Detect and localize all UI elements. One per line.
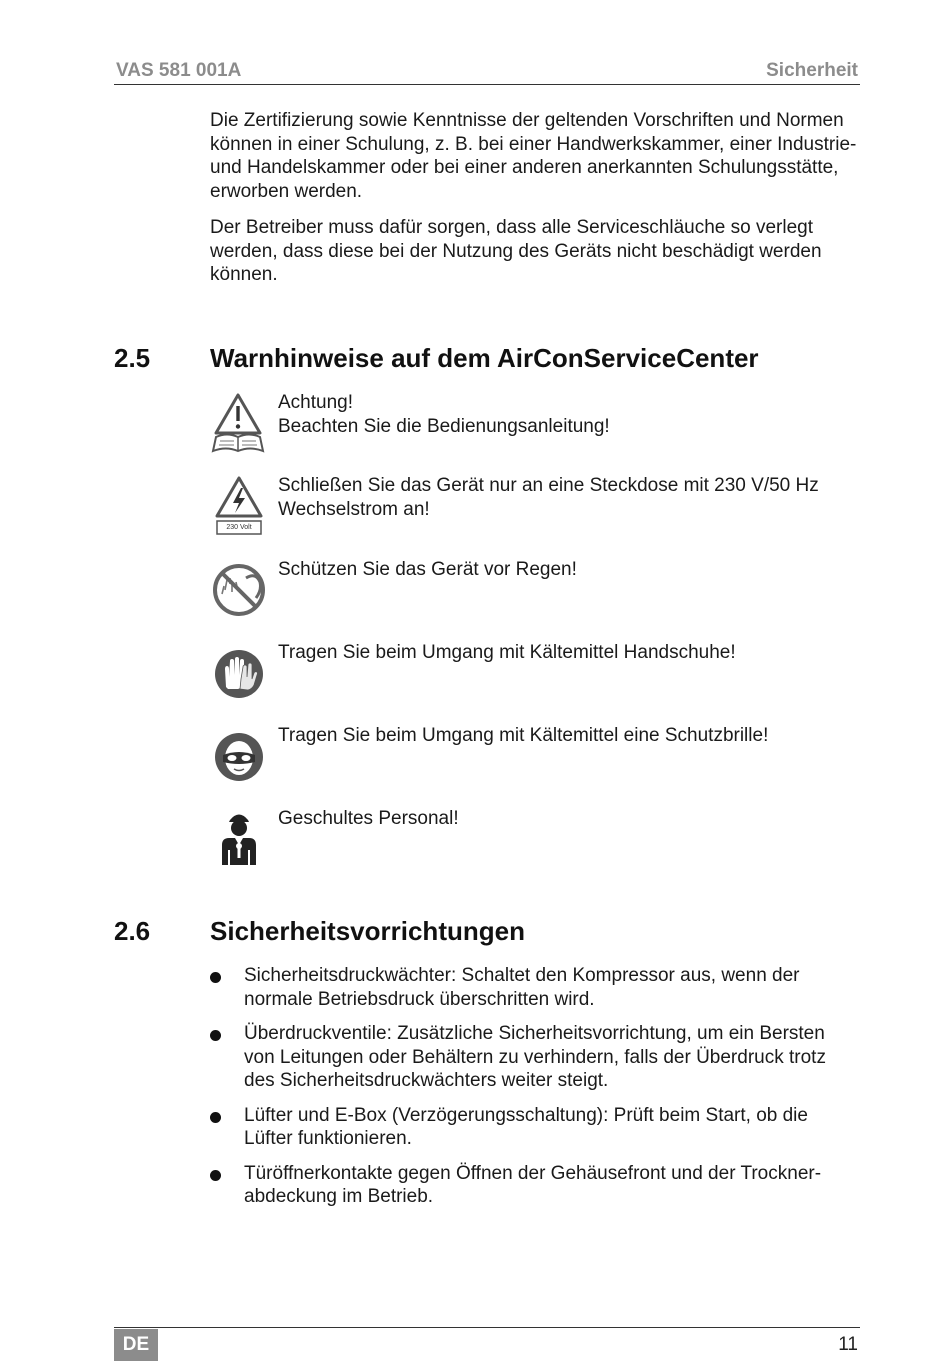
bullet-dot bbox=[210, 1170, 221, 1181]
list-item-text: Lüfter und E-Box (Verzögerungsschaltung): Prüft beim Start, ob die Lüfter funktionieren. bbox=[244, 1104, 808, 1149]
header-section: Sicherheit bbox=[766, 60, 858, 81]
section-2-5-title: Warnhinweise auf dem AirConServiceCenter bbox=[210, 343, 759, 373]
section-2-6-number: 2.6 bbox=[114, 916, 151, 946]
warning-row-rain bbox=[210, 558, 860, 618]
technician-icon bbox=[210, 807, 270, 867]
high-voltage-icon bbox=[210, 474, 270, 534]
warning-manual-line-1: Achtung! bbox=[278, 392, 353, 413]
list-item bbox=[210, 1104, 860, 1151]
gloves-icon bbox=[210, 641, 270, 701]
language-badge: DE bbox=[114, 1329, 158, 1361]
warning-manual-icon bbox=[210, 391, 270, 451]
warning-rain-text: Schützen Sie das Gerät vor Regen! bbox=[278, 559, 577, 580]
warning-row-voltage bbox=[210, 474, 860, 538]
list-item bbox=[210, 1022, 860, 1093]
intro-paragraph-1: Die Zertifizierung sowie Kenntnisse der geltenden Vorschriften und Normen können in einer Schulung, z. B. bei einer Handwerkskammer, einer Industrie- und Handelskammer oder bei einer anderen anerkannten Schulungsstätte, erworben werden. bbox=[210, 110, 857, 202]
page-number: 11 bbox=[838, 1334, 858, 1355]
section-2-6-title: Sicherheitsvorrichtungen bbox=[210, 916, 525, 946]
bullet-dot bbox=[210, 972, 221, 983]
section-2-5-number: 2.5 bbox=[114, 343, 151, 373]
goggles-icon bbox=[210, 724, 270, 784]
warning-row-gloves bbox=[210, 641, 860, 701]
bullet-dot bbox=[210, 1030, 221, 1041]
warning-row-manual bbox=[210, 391, 860, 453]
warning-row-personnel bbox=[210, 807, 860, 869]
voltage-label: 230 Volt bbox=[226, 524, 252, 531]
warning-manual-line-2: Beachten Sie die Bedienungsanleitung! bbox=[278, 415, 610, 437]
header-doc-id: VAS 581 001A bbox=[116, 60, 242, 81]
warning-personnel-text: Geschultes Personal! bbox=[278, 808, 459, 829]
bullet-dot bbox=[210, 1112, 221, 1123]
list-item-text: Überdruckventile: Zusätzliche Sicherheitsvorrichtung, um ein Bersten von Leitungen oder Behältern zu verhindern, falls der Überdruck trotz des Sicherheitsdruckwächters weiter steigt. bbox=[244, 1023, 826, 1091]
warning-goggles-text: Tragen Sie beim Umgang mit Kältemittel eine Schutzbrille! bbox=[278, 725, 769, 746]
warning-gloves-text: Tragen Sie beim Umgang mit Kältemittel Handschuhe! bbox=[278, 642, 736, 663]
no-rain-icon bbox=[210, 558, 270, 618]
intro-paragraph-2: Der Betreiber muss dafür sorgen, dass alle Serviceschläuche so verlegt werden, dass diese bei der Nutzung des Geräts nicht beschädigt werden können. bbox=[210, 217, 822, 285]
footer-divider bbox=[114, 1327, 860, 1328]
list-item bbox=[210, 964, 860, 1011]
warning-row-goggles bbox=[210, 724, 860, 784]
warning-voltage-text: Schließen Sie das Gerät nur an eine Steckdose mit 230 V/50 Hz Wechselstrom an! bbox=[278, 475, 819, 520]
list-item-text: Türöffnerkontakte gegen Öffnen der Gehäusefront und der Trockner-abdeckung im Betrieb. bbox=[244, 1162, 822, 1207]
list-item bbox=[210, 1162, 860, 1209]
safety-devices-list bbox=[210, 964, 860, 1220]
header-divider bbox=[114, 84, 860, 85]
list-item-text: Sicherheitsdruckwächter: Schaltet den Kompressor aus, wenn der normale Betriebsdruck überschritten wird. bbox=[244, 965, 800, 1010]
